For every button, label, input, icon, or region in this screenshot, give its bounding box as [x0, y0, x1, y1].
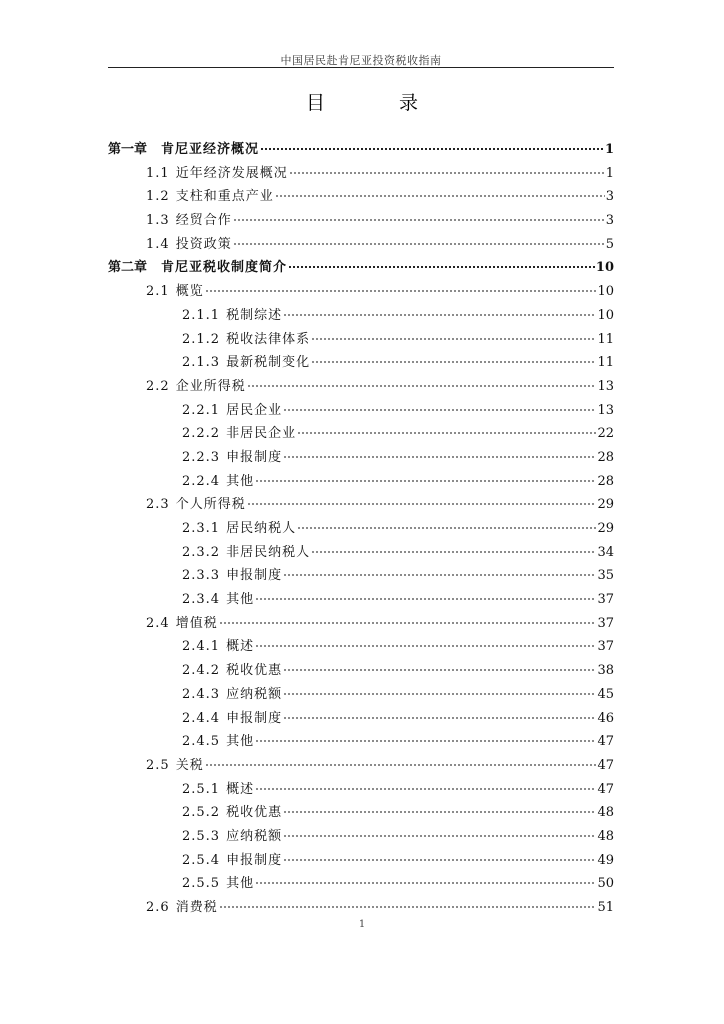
toc-section-entry[interactable] — [108, 517, 614, 541]
toc-section-entry[interactable] — [108, 825, 614, 849]
toc-entry-page: 11 — [597, 331, 614, 347]
toc-entry-page: 29 — [597, 521, 614, 536]
toc-entry-title: 税收优惠 — [226, 663, 283, 679]
toc-section-entry[interactable] — [108, 588, 614, 612]
toc-entry-number: 2.1.3 — [182, 355, 221, 371]
toc-entry-number: 2.2.2 — [182, 426, 221, 442]
toc-entry-page: 5 — [605, 236, 614, 252]
toc-section-entry[interactable] — [108, 351, 614, 375]
toc-entry-page: 45 — [597, 686, 614, 702]
toc-section-entry[interactable] — [108, 422, 614, 446]
toc-entry-number: 2.4.2 — [182, 663, 221, 679]
toc-dot-leader — [255, 732, 596, 745]
toc-title: 目 录 — [305, 92, 453, 114]
toc-section-entry[interactable] — [108, 896, 614, 920]
toc-entry-page: 37 — [597, 615, 614, 631]
toc-entry-title: 增值税 — [175, 615, 218, 631]
toc-entry-number: 2.1.1 — [182, 307, 221, 323]
toc-entry-page: 29 — [597, 497, 614, 513]
toc-entry-title: 消费税 — [175, 900, 218, 915]
toc-section-entry[interactable] — [108, 493, 614, 517]
toc-section-entry[interactable] — [108, 233, 614, 257]
toc-dot-leader — [283, 401, 596, 414]
toc-section-entry[interactable] — [108, 659, 614, 683]
toc-entry-title: 肯尼亚经济概况 — [161, 142, 260, 157]
toc-entry-number: 2.3.1 — [182, 521, 221, 536]
toc-entry-number: 2.5.3 — [182, 828, 221, 844]
toc-entry-title: 最新税制变化 — [226, 355, 311, 371]
toc-dot-leader — [205, 756, 597, 769]
toc-dot-leader — [283, 306, 596, 319]
toc-section-entry[interactable] — [108, 754, 614, 778]
toc-entry-page: 13 — [597, 402, 614, 418]
toc-entry-number: 1.2 — [146, 189, 170, 205]
toc-entry-number: 2.4.5 — [182, 734, 221, 750]
toc-entry-title: 其他 — [226, 592, 255, 608]
toc-entry-title: 其他 — [226, 876, 255, 892]
toc-section-entry[interactable] — [108, 470, 614, 494]
toc-entry-number: 2.1 — [146, 284, 170, 300]
toc-entry-title: 概述 — [226, 639, 255, 655]
toc-entry-page: 10 — [597, 284, 614, 300]
toc-section-entry[interactable] — [108, 707, 614, 731]
toc-entry-title: 税制综述 — [226, 307, 283, 323]
toc-entry-number: 2.5.2 — [182, 805, 221, 821]
table-of-contents — [108, 138, 614, 920]
toc-chapter-entry[interactable] — [108, 256, 614, 280]
toc-entry-title: 企业所得税 — [175, 378, 246, 394]
toc-entry-page: 10 — [597, 307, 614, 323]
toc-dot-leader — [311, 543, 596, 556]
toc-entry-number: 1.4 — [146, 236, 170, 252]
toc-dot-leader — [255, 637, 596, 650]
toc-entry-page: 3 — [605, 189, 614, 205]
toc-entry-number: 2.6 — [146, 900, 170, 915]
toc-entry-number: 2.5.5 — [182, 876, 221, 892]
toc-section-entry[interactable] — [108, 185, 614, 209]
toc-entry-title: 投资政策 — [175, 236, 232, 252]
toc-dot-leader — [219, 898, 597, 911]
toc-dot-leader — [260, 140, 604, 153]
toc-dot-leader — [283, 851, 596, 864]
toc-entry-page: 1 — [605, 165, 614, 181]
toc-entry-page: 47 — [597, 781, 614, 797]
toc-entry-page: 48 — [597, 828, 614, 844]
toc-entry-title: 概述 — [226, 781, 255, 797]
toc-entry-number: 第二章 — [108, 260, 148, 276]
toc-entry-title: 申报制度 — [226, 710, 283, 726]
toc-entry-title: 税收法律体系 — [226, 331, 311, 347]
toc-entry-title: 其他 — [226, 734, 255, 750]
toc-section-entry[interactable] — [108, 564, 614, 588]
toc-dot-leader — [255, 590, 596, 603]
toc-dot-leader — [297, 519, 596, 532]
toc-entry-title: 非居民企业 — [226, 426, 297, 442]
toc-entry-number: 2.3.4 — [182, 592, 221, 608]
toc-section-entry[interactable] — [108, 683, 614, 707]
toc-entry-page: 22 — [597, 426, 614, 442]
page-number: 1 — [358, 919, 366, 930]
toc-entry-page: 28 — [597, 473, 614, 489]
toc-section-entry[interactable] — [108, 162, 614, 186]
toc-dot-leader — [255, 874, 596, 887]
toc-entry-page: 1 — [604, 142, 614, 157]
toc-entry-number: 2.4.3 — [182, 686, 221, 702]
toc-entry-number: 2.3 — [146, 497, 170, 513]
toc-entry-page: 35 — [597, 568, 614, 584]
toc-entry-page: 10 — [595, 260, 614, 276]
toc-entry-page: 37 — [597, 639, 614, 655]
toc-entry-title: 关税 — [175, 757, 204, 773]
toc-entry-title: 概览 — [175, 284, 204, 300]
toc-entry-page: 48 — [597, 805, 614, 821]
toc-section-entry[interactable] — [108, 399, 614, 423]
toc-section-entry[interactable] — [108, 280, 614, 304]
toc-dot-leader — [288, 258, 595, 271]
toc-section-entry[interactable] — [108, 209, 614, 233]
toc-dot-leader — [247, 377, 597, 390]
toc-entry-page: 38 — [597, 663, 614, 679]
toc-entry-number: 2.3.3 — [182, 568, 221, 584]
toc-entry-title: 肯尼亚税收制度简介 — [161, 260, 288, 276]
toc-entry-page: 34 — [597, 544, 614, 560]
toc-dot-leader — [283, 709, 596, 722]
toc-section-entry[interactable] — [108, 635, 614, 659]
toc-entry-number: 2.4.4 — [182, 710, 221, 726]
toc-chapter-entry[interactable] — [108, 138, 614, 162]
toc-section-entry[interactable] — [108, 849, 614, 873]
toc-section-entry[interactable] — [108, 446, 614, 470]
toc-dot-leader — [283, 827, 596, 840]
toc-entry-title: 居民纳税人 — [226, 521, 297, 536]
running-header: 中国居民赴肯尼亚投资税收指南 — [280, 54, 442, 67]
toc-section-entry[interactable] — [108, 872, 614, 896]
toc-dot-leader — [233, 235, 605, 248]
toc-entry-page: 37 — [597, 592, 614, 608]
toc-entry-number: 2.1.2 — [182, 331, 221, 347]
toc-entry-title: 申报制度 — [226, 852, 283, 868]
toc-section-entry[interactable] — [108, 778, 614, 802]
toc-entry-page: 50 — [597, 876, 614, 892]
toc-entry-title: 申报制度 — [226, 568, 283, 584]
toc-dot-leader — [255, 780, 596, 793]
toc-entry-title: 应纳税额 — [226, 686, 283, 702]
toc-dot-leader — [233, 211, 605, 224]
toc-entry-title: 非居民纳税人 — [226, 544, 311, 560]
toc-entry-title: 其他 — [226, 473, 255, 489]
toc-entry-title: 申报制度 — [226, 449, 283, 465]
toc-section-entry[interactable] — [108, 375, 614, 399]
toc-dot-leader — [283, 803, 596, 816]
toc-entry-title: 支柱和重点产业 — [175, 189, 274, 205]
toc-entry-number: 1.1 — [146, 165, 170, 181]
toc-dot-leader — [283, 661, 596, 674]
toc-dot-leader — [283, 685, 596, 698]
toc-entry-number: 2.2.4 — [182, 473, 221, 489]
toc-section-entry[interactable] — [108, 541, 614, 565]
toc-entry-number: 2.5.1 — [182, 781, 221, 797]
toc-entry-page: 13 — [597, 378, 614, 394]
toc-entry-title: 居民企业 — [226, 402, 283, 418]
toc-entry-number: 2.3.2 — [182, 544, 221, 560]
toc-entry-title: 经贸合作 — [175, 213, 232, 229]
toc-entry-number: 2.2 — [146, 378, 170, 394]
toc-entry-number: 2.5 — [146, 757, 170, 773]
toc-entry-page: 49 — [597, 852, 614, 868]
toc-dot-leader — [247, 495, 597, 508]
toc-entry-page: 51 — [597, 900, 614, 915]
toc-entry-number: 2.5.4 — [182, 852, 221, 868]
toc-entry-page: 47 — [597, 757, 614, 773]
toc-entry-number: 2.2.3 — [182, 449, 221, 465]
toc-section-entry[interactable] — [108, 801, 614, 825]
toc-entry-number: 2.2.1 — [182, 402, 221, 418]
toc-entry-page: 47 — [597, 734, 614, 750]
toc-entry-number: 1.3 — [146, 213, 170, 229]
toc-entry-page: 3 — [605, 213, 614, 229]
toc-entry-page: 28 — [597, 449, 614, 465]
toc-dot-leader — [311, 330, 596, 343]
toc-entry-title: 应纳税额 — [226, 828, 283, 844]
toc-dot-leader — [255, 472, 596, 485]
toc-entry-number: 2.4.1 — [182, 639, 221, 655]
toc-dot-leader — [205, 282, 597, 295]
toc-entry-title: 个人所得税 — [175, 497, 246, 513]
toc-entry-title: 税收优惠 — [226, 805, 283, 821]
toc-entry-number: 第一章 — [108, 142, 148, 157]
toc-dot-leader — [297, 424, 596, 437]
toc-entry-title: 近年经济发展概况 — [175, 165, 288, 181]
toc-entry-number: 2.4 — [146, 615, 170, 631]
toc-dot-leader — [219, 614, 597, 627]
toc-section-entry[interactable] — [108, 328, 614, 352]
toc-entry-page: 46 — [597, 710, 614, 726]
toc-dot-leader — [311, 353, 596, 366]
toc-section-entry[interactable] — [108, 304, 614, 328]
toc-dot-leader — [283, 448, 596, 461]
toc-dot-leader — [283, 566, 596, 579]
toc-entry-page: 11 — [597, 355, 614, 371]
toc-dot-leader — [275, 187, 605, 200]
toc-section-entry[interactable] — [108, 730, 614, 754]
toc-section-entry[interactable] — [108, 612, 614, 636]
header-rule — [108, 67, 614, 68]
toc-dot-leader — [289, 164, 605, 177]
